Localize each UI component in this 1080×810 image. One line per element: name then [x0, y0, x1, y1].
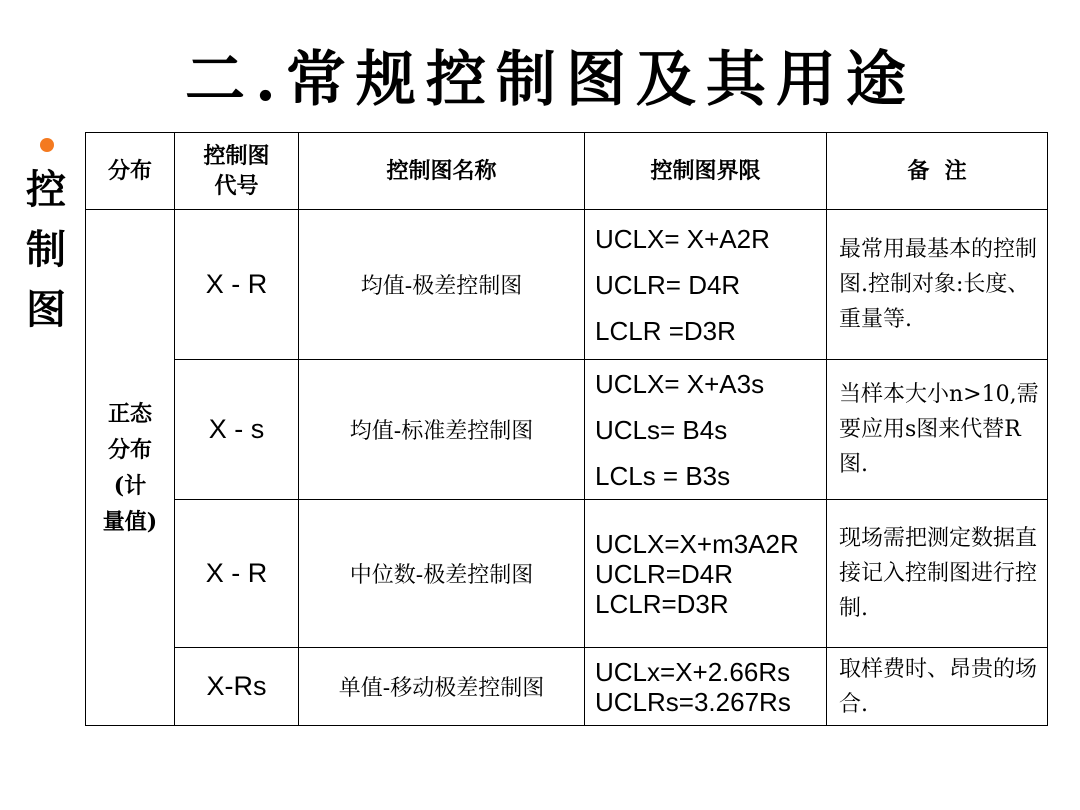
limit-formula: UCLRs=3.267Rs: [595, 686, 791, 717]
limit-formula: UCLs= B4s: [595, 414, 728, 445]
table-row: [86, 360, 1048, 500]
chart-code-text: X - s: [208, 414, 265, 444]
header-limits: 控制图界限: [585, 133, 827, 210]
table-row: [86, 500, 1048, 648]
header-name: 控制图名称: [299, 133, 585, 210]
table-header-row: [86, 133, 1048, 210]
table-row: [86, 210, 1048, 360]
chart-code: [175, 648, 299, 726]
chart-name: 均值-标准差控制图: [299, 360, 585, 500]
chart-limits: [585, 500, 827, 648]
chart-limits: [585, 360, 827, 500]
chart-name: 中位数-极差控制图: [299, 500, 585, 648]
header-code-line: 控制图: [203, 143, 270, 169]
chart-note: 现场需把测定数据直接记入控制图进行控制.: [827, 500, 1048, 648]
limit-formula: UCLX= X+A2R: [595, 223, 770, 254]
limit-formula: UCLX=X+m3A2R: [595, 528, 799, 559]
limit-formula: UCLR= D4R: [595, 269, 741, 300]
side-label-char: 制: [26, 226, 66, 273]
table-row: [86, 648, 1048, 726]
header-note: 备 注: [827, 133, 1048, 210]
limit-formula: UCLX= X+A3s: [595, 368, 765, 399]
side-label-char: 控: [26, 166, 66, 213]
side-label: [22, 160, 70, 340]
chart-note: 最常用最基本的控制图.控制对象:长度、重量等.: [827, 210, 1048, 360]
page-title: 二.常规控制图及其用途: [185, 45, 916, 115]
chart-code-text: X-Rs: [206, 671, 267, 701]
limit-formula: LCLR=D3R: [595, 588, 729, 619]
distribution-line: 正态: [107, 400, 152, 427]
control-chart-table: [85, 132, 1048, 726]
limit-formula: LCLs = B3s: [595, 460, 731, 491]
bullet-icon: [40, 138, 54, 152]
chart-name: 均值-极差控制图: [299, 210, 585, 360]
chart-note: 当样本大小n>10,需要应用s图来代替R图.: [827, 360, 1048, 500]
chart-limits: [585, 210, 827, 360]
chart-code-text: X - R: [205, 269, 268, 299]
chart-code: [175, 500, 299, 648]
header-code: [175, 133, 299, 210]
chart-name: 单值-移动极差控制图: [299, 648, 585, 726]
chart-code-text: X - R: [205, 558, 268, 588]
chart-code: [175, 210, 299, 360]
limit-formula: LCLR =D3R: [595, 315, 736, 346]
distribution-line: (计: [113, 472, 147, 499]
distribution-line: 分布: [107, 436, 152, 463]
limit-formula: UCLR=D4R: [595, 558, 733, 589]
limit-formula: UCLx=X+2.66Rs: [595, 656, 791, 687]
chart-note: 取样费时、昂贵的场合.: [827, 648, 1048, 726]
chart-code: [175, 360, 299, 500]
side-label-char: 图: [26, 286, 66, 333]
distribution-line: 量值): [102, 508, 158, 535]
header-distribution: 分布: [86, 133, 175, 210]
header-code-line: 代号: [214, 173, 259, 199]
chart-limits: [585, 648, 827, 726]
distribution-cell: [86, 210, 175, 726]
